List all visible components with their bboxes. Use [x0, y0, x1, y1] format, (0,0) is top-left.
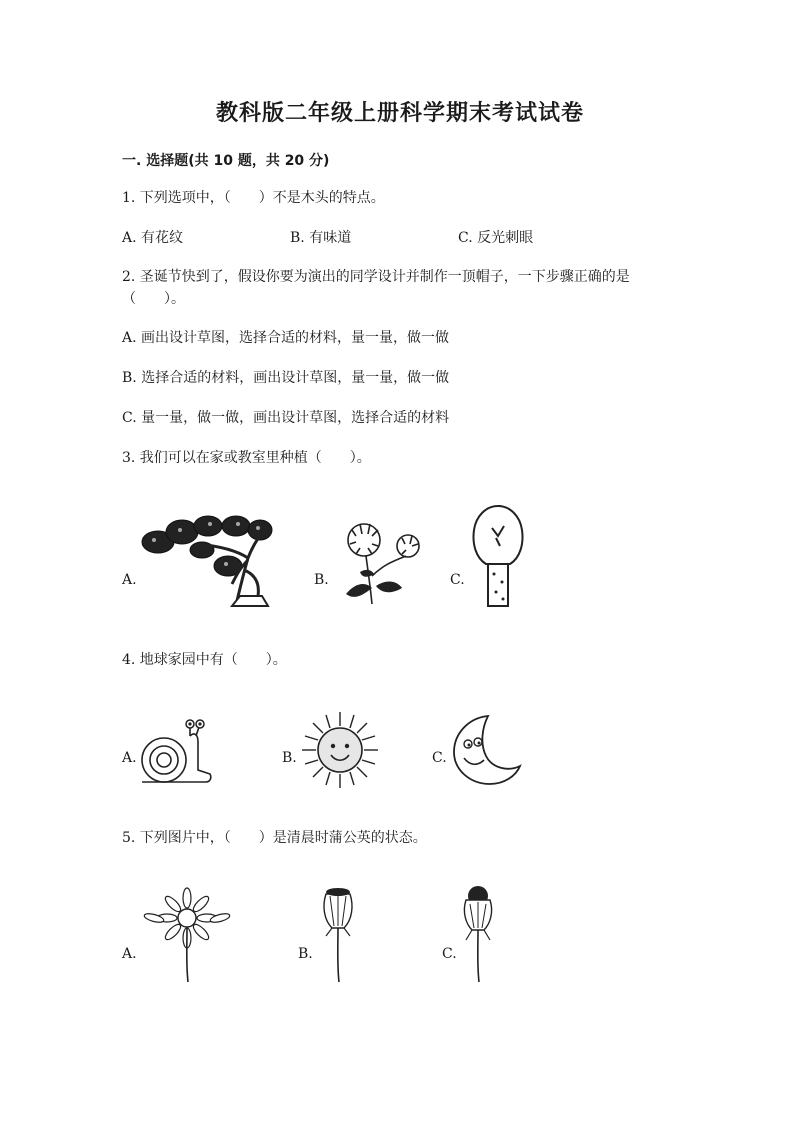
tree-icon[interactable] — [470, 502, 526, 610]
section-heading: 一. 选择题(共 10 题，共 20 分) — [122, 153, 330, 169]
moon-icon[interactable] — [448, 712, 524, 788]
sun-icon[interactable] — [300, 710, 380, 790]
question-3-option-a-label[interactable]: A. — [122, 572, 137, 588]
question-1-option-b[interactable]: B. 有味道 — [290, 230, 352, 246]
question-4-option-a-label[interactable]: A. — [122, 750, 137, 766]
question-2-option-b[interactable]: B. 选择合适的材料，画出设计草图，量一量，做一做 — [122, 370, 450, 386]
question-1-stem: 1. 下列选项中，（ ）不是木头的特点。 — [122, 190, 385, 206]
question-4-stem: 4. 地球家园中有（ ）。 — [122, 652, 287, 668]
question-4-option-b-label[interactable]: B. — [282, 750, 297, 766]
question-3-option-c-label[interactable]: C. — [450, 572, 465, 588]
question-3-stem: 3. 我们可以在家或教室里种植（ ）。 — [122, 450, 371, 466]
question-1-option-a[interactable]: A. 有花纹 — [122, 230, 184, 246]
question-5-stem: 5. 下列图片中，（ ）是清晨时蒲公英的状态。 — [122, 830, 427, 846]
question-2-option-a[interactable]: A. 画出设计草图，选择合适的材料，量一量，做一做 — [122, 330, 450, 346]
dandelion-bud-icon[interactable] — [458, 884, 498, 984]
question-5-option-a-label[interactable]: A. — [122, 946, 137, 962]
dandelion-closed-icon[interactable] — [316, 884, 360, 984]
flower-plant-icon[interactable] — [332, 516, 432, 606]
snail-icon[interactable] — [138, 718, 218, 786]
dandelion-open-icon[interactable] — [140, 888, 234, 984]
question-2-stem: 2. 圣诞节快到了，假设你要为演出的同学设计并制作一顶帽子，一下步骤正确的是（ ）。 — [122, 269, 630, 307]
question-5-option-c-label[interactable]: C. — [442, 946, 457, 962]
question-5-option-b-label[interactable]: B. — [298, 946, 313, 962]
question-2-option-c[interactable]: C. 量一量，做一做，画出设计草图，选择合适的材料 — [122, 410, 450, 426]
question-3-option-b-label[interactable]: B. — [314, 572, 329, 588]
exam-title: 教科版二年级上册科学期末考试试卷 — [215, 101, 584, 126]
question-1-option-c[interactable]: C. 反光刺眼 — [458, 230, 534, 246]
bonsai-tree-icon[interactable] — [136, 510, 276, 610]
question-4-option-c-label[interactable]: C. — [432, 750, 447, 766]
